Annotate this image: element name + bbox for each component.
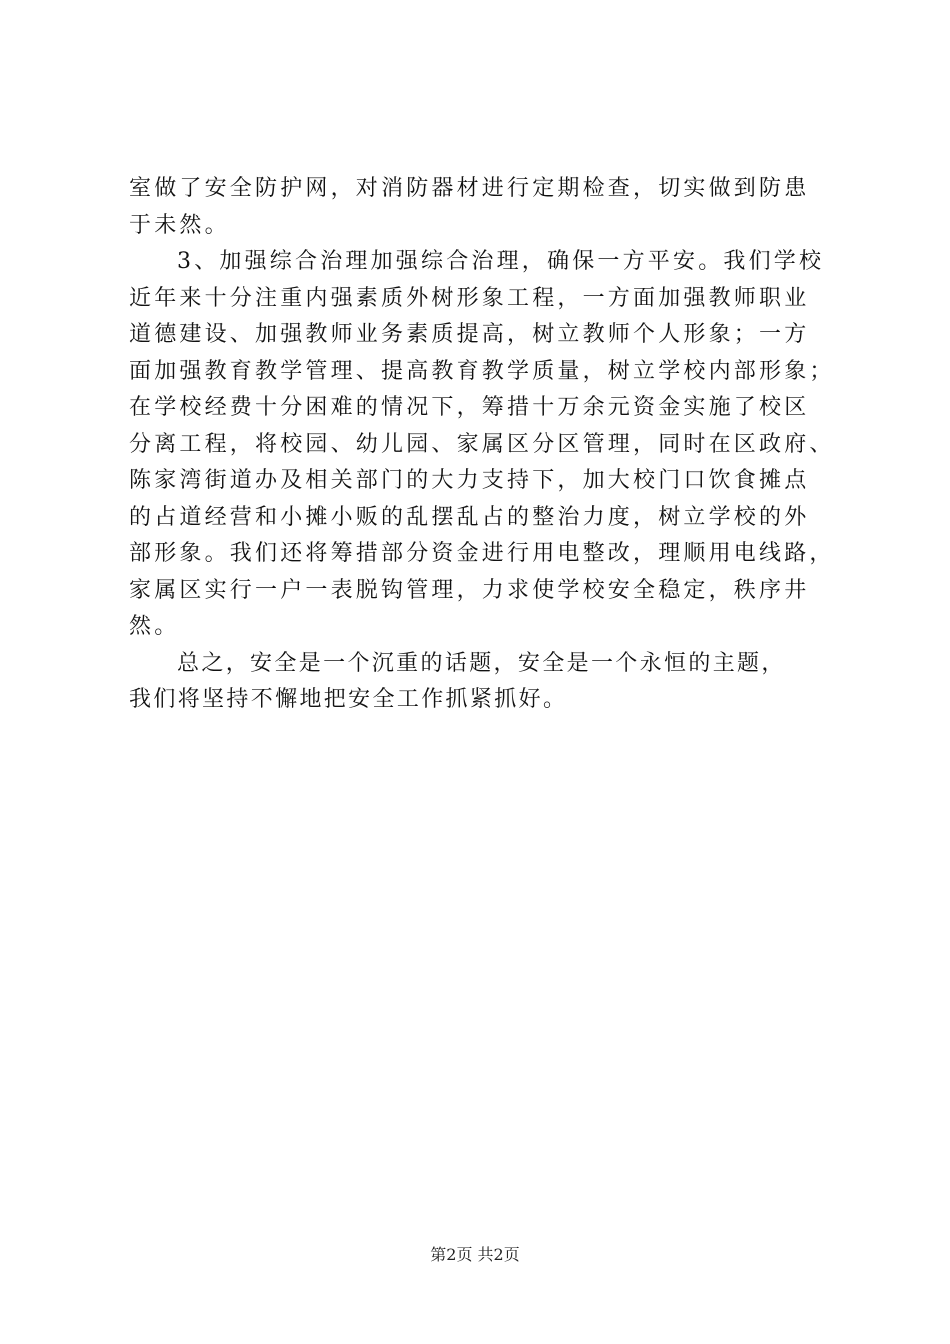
text-line: 于未然。 xyxy=(129,212,230,238)
text-line: 家属区实行一户一表脱钩管理，力求使学校安全稳定，秩序井 xyxy=(129,577,810,603)
paragraph-start-line: 总之，安全是一个沉重的话题，安全是一个永恒的主题， xyxy=(177,650,786,676)
text-line: 在学校经费十分困难的情况下，筹措十万余元资金实施了校区 xyxy=(129,395,810,420)
text-line: 然。 xyxy=(129,614,180,639)
text-line: 面加强教育教学管理、提高教育教学质量，树立学校内部形象； xyxy=(129,358,835,384)
text-line: 室做了安全防护网，对消防器材进行定期检查，切实做到防患 xyxy=(129,176,810,201)
page-number-footer: 第2页 共2页 xyxy=(430,1245,520,1264)
document-body xyxy=(129,171,849,719)
text-line: 部形象。我们还将筹措部分资金进行用电整改，理顺用电线路， xyxy=(129,541,835,566)
text-line: 近年来十分注重内强素质外树形象工程，一方面加强教师职业 xyxy=(129,285,810,311)
text-line: 的占道经营和小摊小贩的乱摆乱占的整治力度，树立学校的外 xyxy=(129,504,810,530)
text-line: 分离工程，将校园、幼儿园、家属区分区管理，同时在区政府、 xyxy=(129,431,835,457)
text-line: 陈家湾街道办及相关部门的大力支持下，加大校门口饮食摊点 xyxy=(129,468,810,493)
text-line: 我们将坚持不懈地把安全工作抓紧抓好。 xyxy=(129,687,568,712)
text-line: 道德建设、加强教师业务素质提高，树立教师个人形象；一方 xyxy=(129,322,810,347)
paragraph-start-line: 3、加强综合治理加强综合治理，确保一方平安。我们学校 xyxy=(177,249,825,274)
